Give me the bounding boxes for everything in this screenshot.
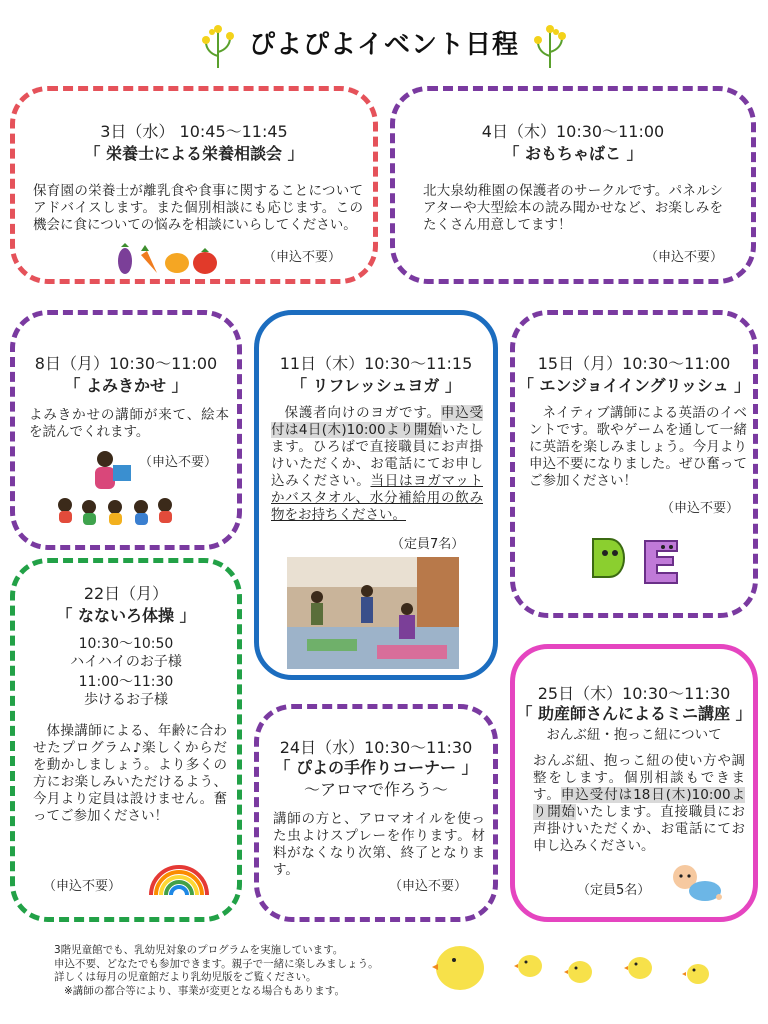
footer-line: 3階児童館でも、乳幼児対象のプログラムを実施しています。 [54,944,344,956]
event-note: （申込不要） [645,250,724,265]
footer-line: 申込不要、どなたでも参加できます。親子で一緒に楽しみましょう。 [54,957,379,970]
event-subtitle: おんぶ紐・抱っこ紐について [546,727,722,743]
event-name: 「 おもちゃばこ 」 [503,144,643,163]
application-method-text: いたします。直接職員にお声掛けいただくか、お電話にてお申し込みください。 [533,804,746,854]
event-card-24 [254,704,498,922]
event-note: （申込不要） [661,501,740,516]
event-note: （定員5名） [577,883,651,898]
event-name: 「 栄養士による栄養相談会 」 [84,144,304,163]
yoga-class-photo [287,557,459,669]
footer-line: ※講師の都合等により、事業が変更となる場合もあります。 [64,984,345,997]
event-date: 8日（月）10:30～11:00 [34,354,218,373]
event-date: 22日（月） [83,584,169,603]
event-card-3 [10,86,378,284]
event-description: ネイティブ講師による英語のイベントです。歌やゲームを通して一緒に英語を楽しみましょう。今月より申込不要になりました。ぜひ奮ってご参加ください！ [529,405,747,489]
event-card-15 [510,310,758,618]
application-method-text: いたします。ひろばで直接職員にお声掛けいただくか、お電話にてお申し込みください。 [271,422,483,489]
event-name: 「 なないろ体操 」 [56,606,196,625]
flower-sprig-icon [530,22,570,70]
footer-line: 詳しくは毎月の児童館だより乳幼児版をご覧ください。 [54,971,317,983]
event-note: （申込不要） [43,879,122,894]
event-date: 24日（水）10:30～11:30 [279,738,473,757]
event-note: （申込不要） [139,455,218,470]
event-date: 4日（木）10:30～11:00 [481,122,665,141]
vegetables-icon [111,241,223,277]
event-name: 「 エンジョイイングリッシュ 」 [517,376,751,395]
event-note: （申込不要） [389,879,468,894]
session-time-1: 10:30～10:50 [78,636,174,652]
chicks-illustration [430,934,730,998]
event-name: 「 ぴよの手作りコーナー 」 [274,758,478,777]
event-description: 講師の方と、アロマオイルを使った虫よけスプレーを作ります。材料がなくなり次第、終了となります。 [273,811,485,878]
event-card-4 [390,86,756,284]
event-subtitle: ～アロマで作ろう～ [303,780,448,799]
event-description: 体操講師による、年齢に合わせたプログラム♪楽しくからだを動かしましょう。より多くの方にお楽しみいただけるよう、今月より定員は設けません。奮ってご参加ください！ [33,723,227,824]
event-description: 保育園の栄養士が離乳食や食事に関することについてアドバイスします。また個別相談にも応じます。この機会に食についての悩みを相談にいらしてください。 [33,183,363,233]
rainbow-icon [147,859,211,899]
yoga-intro-text: 保護者向けのヨガです。 [284,405,441,421]
event-description: 北大泉幼稚園の保護者のサークルです。パネルシアターや大型絵本の読み聞かせなど、お楽しみをたくさん用意してます！ [423,183,723,233]
event-description [271,405,483,524]
event-name: 「 よみきかせ 」 [64,376,188,395]
event-card-25 [510,644,758,922]
event-note: （申込不要） [263,250,342,265]
event-name: 「 助産師さんによるミニ講座 」 [516,704,752,723]
session-group-1: ハイハイのお子様 [70,654,182,670]
event-card-11 [254,310,498,680]
application-start-highlight: 申込受付は18日(木)10:00より開始 [533,787,746,820]
alphabet-characters-icon [585,533,685,589]
items-to-bring-text: 当日はヨガマットかバスタオル、水分補給用の飲み物をお持ちください。 [271,473,483,523]
session-time-2: 11:00～11:30 [78,674,174,690]
event-note: （定員7名） [391,537,465,552]
event-name: 「 リフレッシュヨガ 」 [290,376,462,395]
storytime-children-icon [55,449,175,527]
application-start-highlight: 申込受付は4日(木)10:00より開始 [271,405,484,438]
baby-icon [667,861,723,905]
event-date: 11日（木）10:30～11:15 [279,354,473,373]
event-date: 15日（月）10:30～11:00 [537,354,731,373]
event-description [533,753,745,855]
page-title: ぴよぴよイベント日程 [248,30,519,60]
event-date: 3日（水） 10:45～11:45 [100,122,288,141]
event-card-22 [10,558,242,922]
event-description: よみきかせの講師が来て、絵本を読んでくれます。 [29,407,229,440]
footer-notes [54,944,379,998]
session-group-2: 歩けるお子様 [84,692,168,708]
event-date: 25日（木）10:30～11:30 [537,684,731,703]
lecture-intro-text: おんぶ紐、抱っこ紐の使い方や調整をします。個別相談もできます。 [533,753,745,803]
event-card-8 [10,310,242,550]
